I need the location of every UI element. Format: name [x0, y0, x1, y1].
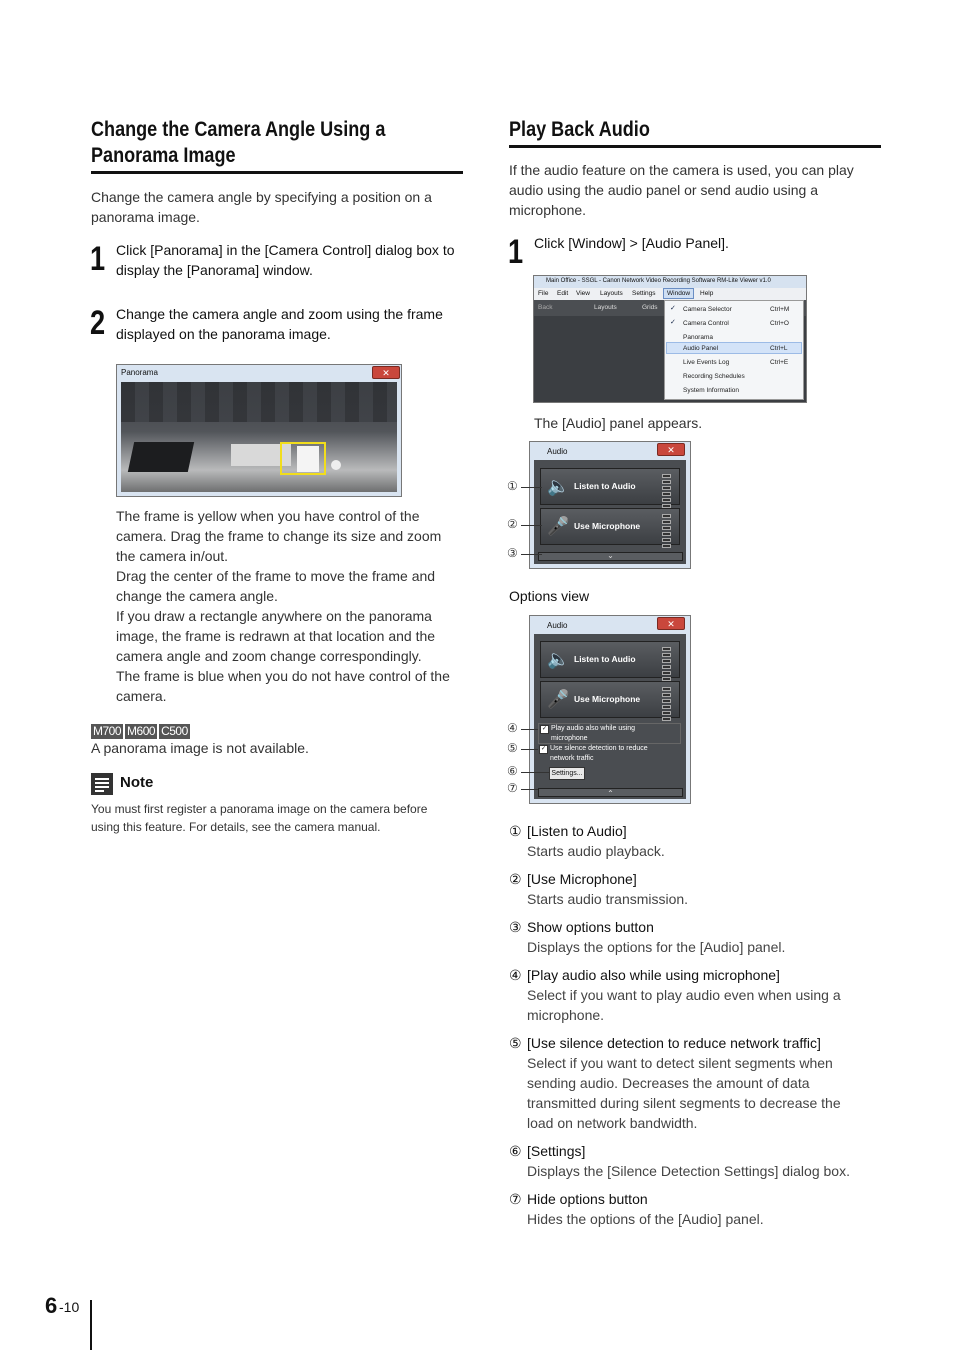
option-play-also-line1: Play audio also while using — [551, 725, 636, 732]
shortcut: Ctrl+L — [770, 345, 788, 352]
item-number: ③ — [509, 919, 522, 935]
item-desc: Hides the options of the [Audio] panel. — [527, 1211, 764, 1227]
badge-note: A panorama image is not available. — [91, 740, 309, 756]
window-menu-dropdown — [664, 300, 804, 400]
body-line: camera angle and zoom change correspondingly. — [116, 648, 422, 664]
left-intro-line1: Change the camera angle by specifying a position on a — [91, 189, 432, 205]
right-step1-text: Click [Window] > [Audio Panel]. — [534, 235, 729, 251]
mic-label: Use Microphone — [574, 521, 641, 531]
item-number: ② — [509, 871, 522, 887]
item-number: ⑤ — [509, 1035, 522, 1051]
use-microphone-button[interactable] — [540, 681, 680, 718]
item-title: [Play audio also while using microphone] — [527, 967, 780, 983]
callout-line — [521, 487, 542, 488]
menu-layouts[interactable]: Layouts — [600, 290, 623, 297]
item-number: ⑥ — [509, 1143, 522, 1159]
item-desc: Starts audio transmission. — [527, 891, 689, 907]
callout-7: ⑦ — [507, 781, 518, 795]
option-play-also[interactable] — [538, 723, 681, 744]
list-item — [509, 1189, 889, 1229]
right-heading: Play Back Audio — [509, 118, 650, 141]
item-number: ④ — [509, 967, 522, 983]
listen-label: Listen to Audio — [574, 654, 636, 664]
audio-panel-title: Audio — [547, 621, 568, 630]
show-options-button[interactable]: ⌄ — [538, 552, 683, 561]
right-intro-line2: audio using the audio panel or send audio using a — [509, 182, 819, 198]
callout-3: ③ — [507, 546, 518, 560]
item-desc: Displays the options for the [Audio] panel. — [527, 939, 786, 955]
appears-text: The [Audio] panel appears. — [534, 415, 703, 431]
callout-5: ⑤ — [507, 741, 518, 755]
listen-to-audio-button[interactable] — [540, 468, 680, 505]
item-title: [Listen to Audio] — [527, 823, 627, 839]
right-intro-line3: microphone. — [509, 202, 587, 218]
check-icon: ✓ — [670, 319, 676, 326]
audio-panel — [529, 441, 691, 569]
microphone-icon: 🎤 — [547, 689, 570, 709]
menu-item-camera-control[interactable]: Camera Control — [683, 320, 729, 327]
item-desc: Select if you want to detect silent segments when — [527, 1055, 833, 1071]
menu-item-audio-panel[interactable]: Audio Panel — [683, 345, 719, 352]
callout-6: ⑥ — [507, 764, 518, 778]
body-line: camera. — [116, 688, 167, 704]
body-line: Drag the center of the frame to move the frame and — [116, 568, 436, 584]
menu-item-recording-schedules[interactable]: Recording Schedules — [683, 373, 745, 380]
item-desc: microphone. — [527, 1007, 605, 1023]
panorama-image[interactable] — [121, 382, 397, 492]
hide-options-button[interactable]: ⌃ — [538, 788, 683, 797]
left-step2-line2: displayed on the panorama image. — [116, 326, 331, 342]
menu-settings[interactable]: Settings — [632, 290, 656, 297]
item-desc: Select if you want to play audio even when using a — [527, 987, 841, 1003]
left-step1-number: 1 — [90, 240, 106, 278]
note-line2: using this feature. For details, see the camera manual. — [91, 820, 381, 834]
close-icon[interactable]: ✕ — [657, 617, 685, 630]
app-titlebar — [534, 276, 806, 288]
body-line: The frame is blue when you do not have control of the — [116, 668, 450, 684]
item-number: ① — [509, 823, 522, 839]
listen-label: Listen to Audio — [574, 481, 636, 491]
item-desc: Starts audio playback. — [527, 843, 665, 859]
menu-item-camera-selector[interactable]: Camera Selector — [683, 306, 732, 313]
option-silence-line1: Use silence detection to reduce — [550, 745, 648, 752]
body-line: image, the frame is redrawn at that location and the — [116, 628, 436, 644]
menu-item-panorama[interactable]: Panorama — [683, 334, 713, 341]
use-microphone-button[interactable] — [540, 508, 680, 545]
level-meter — [662, 687, 671, 723]
option-silence-detection[interactable] — [538, 744, 681, 765]
item-list — [509, 821, 889, 1237]
callout-1: ① — [507, 479, 518, 493]
item-desc: sending audio. Decreases the amount of data — [527, 1075, 810, 1091]
list-item — [509, 1033, 889, 1133]
item-title: Show options button — [527, 919, 654, 935]
footer-rule — [90, 1300, 92, 1350]
callout-line — [521, 554, 542, 555]
callout-line — [521, 749, 538, 750]
menu-help[interactable]: Help — [700, 290, 714, 297]
left-heading-rule — [91, 171, 463, 174]
note-icon — [91, 773, 113, 795]
menu-edit[interactable]: Edit — [557, 290, 569, 297]
panorama-frame[interactable] — [280, 442, 326, 475]
checkbox-play-also[interactable]: ✓ — [541, 726, 548, 732]
item-title: [Settings] — [527, 1143, 586, 1159]
model-badge: M700 — [93, 724, 122, 738]
option-silence-line2: network traffic — [550, 755, 594, 762]
menu-window[interactable]: Window — [663, 288, 694, 299]
page-number: -10 — [59, 1299, 80, 1315]
panorama-window-title: Panorama — [121, 368, 158, 377]
menu-item-system-information[interactable]: System Information — [683, 387, 739, 394]
item-title: [Use Microphone] — [527, 871, 637, 887]
left-heading-line1: Change the Camera Angle Using a — [91, 118, 386, 141]
speaker-icon: 🔈 — [547, 476, 570, 496]
toolbar-layouts[interactable]: Layouts — [594, 304, 617, 311]
callout-line — [521, 729, 538, 730]
callout-line — [521, 789, 538, 790]
close-icon[interactable]: ✕ — [657, 443, 685, 456]
panorama-window — [116, 364, 402, 497]
audio-panel-title: Audio — [547, 447, 568, 456]
shortcut: Ctrl+O — [770, 320, 789, 327]
body-line: change the camera angle. — [116, 588, 278, 604]
note-line1: You must first register a panorama image on the camera before — [91, 802, 428, 816]
item-desc: transmitted during silent segments to decrease the — [527, 1095, 841, 1111]
right-intro-line1: If the audio feature on the camera is used, you can play — [509, 162, 854, 178]
left-step2-number: 2 — [90, 304, 106, 342]
left-heading-line2: Panorama Image — [91, 144, 236, 167]
menu-view[interactable]: View — [576, 290, 590, 297]
menu-item-live-events-log[interactable]: Live Events Log — [683, 359, 730, 366]
list-item — [509, 1141, 889, 1181]
item-title: Hide options button — [527, 1191, 648, 1207]
left-step1-line1: Click [Panorama] in the [Camera Control] dialog box to — [116, 242, 455, 258]
list-item — [509, 869, 889, 909]
options-view-label: Options view — [509, 588, 590, 604]
level-meter — [662, 514, 671, 550]
item-desc: Displays the [Silence Detection Settings] dialog box. — [527, 1163, 850, 1179]
body-line: the camera in/out. — [116, 548, 229, 564]
item-title: [Use silence detection to reduce network traffic] — [527, 1035, 821, 1051]
body-line: camera. Drag the frame to change its size and zoom — [116, 528, 442, 544]
list-item — [509, 821, 889, 861]
model-badge: C500 — [161, 724, 188, 738]
toolbar-grids[interactable]: Grids — [642, 304, 658, 311]
body-line: If you draw a rectangle anywhere on the panorama — [116, 608, 432, 624]
level-meter — [662, 647, 671, 683]
left-body-text — [116, 506, 450, 706]
list-item — [509, 917, 889, 957]
check-icon: ✓ — [670, 305, 676, 312]
settings-button[interactable]: Settings... — [549, 767, 585, 780]
left-intro-line2: panorama image. — [91, 209, 200, 225]
app-window — [533, 275, 807, 403]
shortcut: Ctrl+M — [770, 306, 790, 313]
listen-to-audio-button[interactable] — [540, 641, 680, 678]
menu-file[interactable]: File — [538, 290, 549, 297]
option-play-also-line2: microphone — [551, 735, 588, 742]
checkbox-silence-detection[interactable]: ✓ — [540, 746, 547, 752]
mic-label: Use Microphone — [574, 694, 641, 704]
app-menubar — [534, 288, 806, 300]
audio-panel-options — [529, 615, 691, 804]
body-line: The frame is yellow when you have control of the — [116, 508, 420, 524]
app-title: Main Office - SSGL - Canon Network Video Recording Software RM-Lite Viewer v1.0 — [546, 278, 771, 284]
left-step1-line2: display the [Panorama] window. — [116, 262, 313, 278]
microphone-icon: 🎤 — [547, 516, 570, 536]
right-step1-number: 1 — [508, 233, 524, 271]
note-title: Note — [120, 774, 154, 791]
callout-2: ② — [507, 517, 518, 531]
right-heading-rule — [509, 145, 881, 148]
callout-4: ④ — [507, 721, 518, 735]
left-step2-line1: Change the camera angle and zoom using the frame — [116, 306, 443, 322]
level-meter — [662, 474, 671, 510]
close-icon[interactable]: ✕ — [372, 366, 400, 379]
toolbar-back[interactable]: Back — [538, 304, 553, 311]
chapter-number: 6 — [45, 1293, 58, 1318]
item-number: ⑦ — [509, 1191, 522, 1207]
list-item — [509, 965, 889, 1025]
shortcut: Ctrl+E — [770, 359, 789, 366]
callout-line — [521, 772, 549, 773]
model-badge: M600 — [127, 724, 156, 738]
speaker-icon: 🔈 — [547, 649, 570, 669]
callout-line — [521, 525, 542, 526]
item-desc: load on network bandwidth. — [527, 1115, 698, 1131]
